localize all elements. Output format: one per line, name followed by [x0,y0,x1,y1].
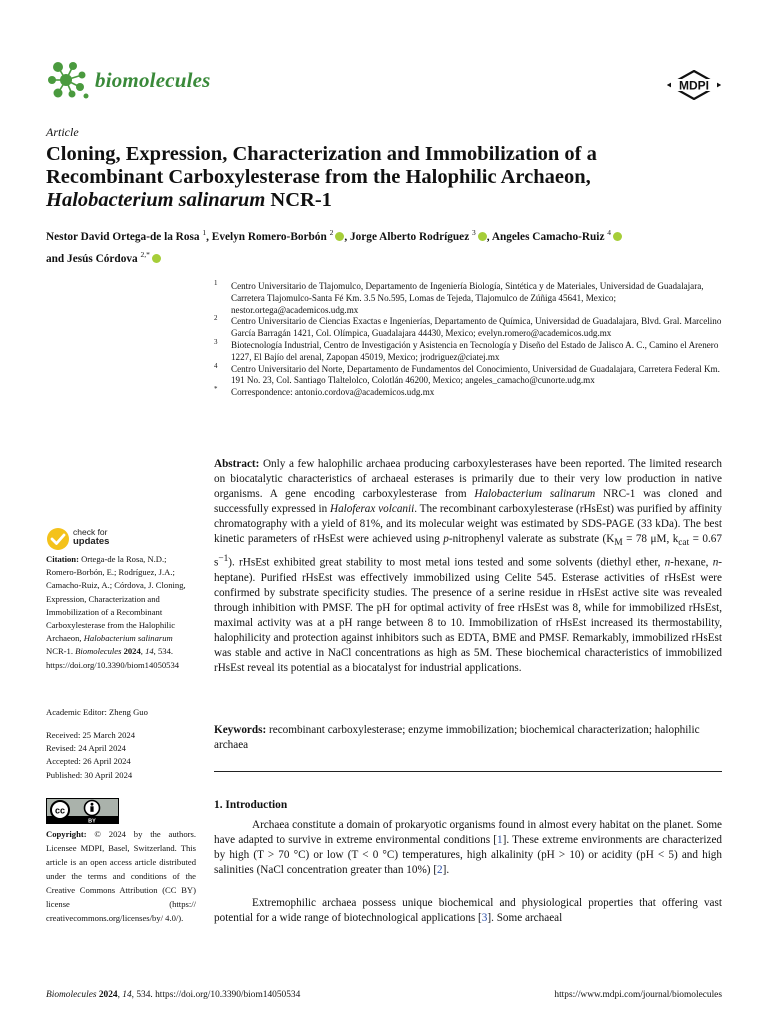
orcid-icon[interactable] [152,254,161,263]
svg-text:BY: BY [88,818,96,824]
section-heading-introduction: 1. Introduction [214,799,288,811]
mdpi-logo-icon [667,70,721,100]
title-strain: NCR-1 [265,189,332,211]
journal-logo-icon [46,60,90,100]
author-list: Nestor David Ortega-de la Rosa $^1$, Evelyn Romero-Borbón $^2$ , Jorge Alberto Rodríguez $^3$ , Angeles Camacho-Ruiz $^4$ and Jesús Córdova $^{2,*}$ [46,224,736,268]
date-published: Published: 30 April 2024 [46,769,133,780]
publication-dates [46,729,194,782]
intro-paragraph: Archaea constitute a domain of prokaryotic organisms found in almost every habitat on the planet. Some have adapted to survive in extreme environmental conditions [1]. These extreme environments are characterized by high (T > 70 °C) or low (T < 0 °C) temperatures, high alkalinity (pH > 10) or acidity (pH < 5) and high salinities (NaCl concentration greater than 10%) [2]. [214,819,722,877]
title-line-1: Cloning, Expression, Characterization and Immobilization of a [46,143,597,165]
affiliation-item: 3 Biotecnología Industrial, Centro de Investigación y Asistencia en Tecnología y Diseño del Estado de Jalisco A. C., Camino el Arenero 1227, El Bajío del arenal, Zapopan 45019, Mexico; jrodriguez@ciatej.mx [214,337,719,362]
abstract: Abstract: Only a few halophilic archaea producing carboxylesterases have been reported. The limited research on biocatalytic characteristics of archaeal esterases is primarily due to their very low production in native organisms. A gene encoding carboxylesterase from Halobacterium salinarum NRC-1 was cloned and successfully expressed in Haloferax volcanii. The recombinant carboxylesterase (rHsEst) was purified by affinity chromatography with a yield of 81%, and its molecular weight was estimated by SDS-PAGE (33 kDa). The best kinetic parameters of rHsEst were achieved using p-nitrophenyl valerate as substrate ($K_M = 78$ μM, $k_{cat} = 0.67$ $s^{-1}$). rHsEst exhibited great stability to most metal ions tested and some solvents (diethyl ether, n-hexane, n-heptane). Purified rHsEst was effectively immobilized using Celite 545. Esterase activities of rHsEst were confirmed by substrate specificity studies. The presence of a serine residue in rHsEst active site was revealed through inhibition with PMSF. The pH for optimal activity of free rHsEst was 8, while for immobilized rHsEst, maximal activity was at a pH range between 8 to 10. Immobilization of rHsEst increased its thermostability, halophilicity and protection against inhibitors such as EDTA, BME and PMSF. Remarkably, immobilized rHsEst was stable and active in NaCl concentrations as high as 5M. These biochemical characteristics of immobilized rHsEst reveal its potential as a biocatalyst for industrial applications. [214,458,723,675]
footer-journal-url[interactable]: https://www.mdpi.com/journal/biomolecules [554,990,722,1000]
copyright-notice: Copyright: © 2024 by the authors. Licensee MDPI, Basel, Switzerland. This article is an open access article distributed under the terms and conditions of the Creative Commons Attribution (CC BY) license (https:// creativecommons.org/licenses/by/ 4.0/). [46,829,196,923]
author[interactable]: Angeles Camacho-Ruiz $^4$ [492,231,622,243]
citation: Citation: Ortega-de la Rosa, N.D.; Romero-Borbón, E.; Rodríguez, J.A.; Camacho-Ruiz, A.; Córdova, J. Cloning, Expression, Characterization and Immobilization of a Recombinant Carboxylesterase from the Halophilic Archaeon, Halobacterium salinarum NCR-1. Biomolecules 2024, 14, 534. https://doi.org/10.3390/biom14050534 [46,554,186,670]
orcid-icon[interactable] [613,232,622,241]
check-for-updates-badge[interactable]: check for updates [46,527,126,551]
orcid-icon[interactable] [335,232,344,241]
check-updates-icon [46,527,70,551]
affiliation-item: 4 Centro Universitario del Norte, Departamento de Fundamentos del Conocimiento, Universidad de Guadalajara, Carretera Federal Km. 191 No. 23, Col. Santiago Tlaltelolco, Colotlán 46200, Mexico; angeles_camacho@cunorte.udg.mx [214,361,720,386]
reference-link[interactable]: 1 [497,834,503,847]
author[interactable]: Nestor David Ortega-de la Rosa $^1$ [46,228,207,243]
article-type: Article [46,125,79,139]
reference-link[interactable]: 2 [437,864,443,877]
journal-name: biomolecules [95,68,211,92]
abstract-label: Abstract: [214,458,260,470]
footer-citation: Biomolecules 2024, 14, 534. https://doi.org/10.3390/biom14050534 [46,990,301,1000]
orcid-icon[interactable] [478,232,487,241]
correspondence: * Correspondence: antonio.cordova@academicos.udg.mx [214,385,435,398]
academic-editor: Academic Editor: Zheng Guo [46,707,148,717]
date-revised: Revised: 24 April 2024 [46,743,126,754]
intro-paragraph: Extremophilic archaea possess unique biochemical and physiological properties that offering vast potential for a wide range of biotechnological applications [3]. Some archaeal [214,897,722,925]
affiliation-item: 2 Centro Universitario de Ciencias Exactas e Ingenierías, Departamento de Química, Universidad de Guadalajara, Blvd. Gral. Marcelino García Barragán 1421, Col. Olímpica, Guadalajara 44430, Mexico; evelyn.romero@academicos.udg.mx [214,314,722,339]
author[interactable]: Jorge Alberto Rodríguez $^3$ [350,231,487,243]
section-divider [214,771,722,772]
title-line-3 [46,189,736,212]
svg-text:cc: cc [54,805,66,816]
keywords: Keywords: recombinant carboxylesterase; enzyme immobilization; biochemical characterization; halophilic archaea [214,724,700,752]
svg-text:MDPI: MDPI [679,78,709,93]
affiliation-item: 1 Centro Universitario de Tlajomulco, Departamento de Ingeniería Biología, Sintética y de Materiales, Universidad de Guadalajara, Carretera Tlajomulco-Santa Fé Km. 3.5 No.595, Lomas de Tejeda, Tlajomulco de Zúñiga 45641, Mexico; nestor.ortega@academicos.udg.mx [214,279,704,315]
cc-by-license-icon[interactable] [46,798,119,824]
author[interactable]: Jesús Córdova $^{2,*}$ [67,253,161,265]
keywords-label: Keywords: [214,724,267,736]
date-accepted: Accepted: 26 April 2024 [46,756,131,767]
date-received: Received: 25 March 2024 [46,730,136,740]
title-line-2: Recombinant Carboxylesterase from the Halophilic Archaeon, [46,166,591,188]
reference-link[interactable]: 3 [481,912,488,925]
title-species: Halobacterium salinarum [46,189,266,211]
article-title [46,143,736,212]
author[interactable]: Evelyn Romero-Borbón $^2$ [212,231,345,243]
affiliations [214,281,724,399]
